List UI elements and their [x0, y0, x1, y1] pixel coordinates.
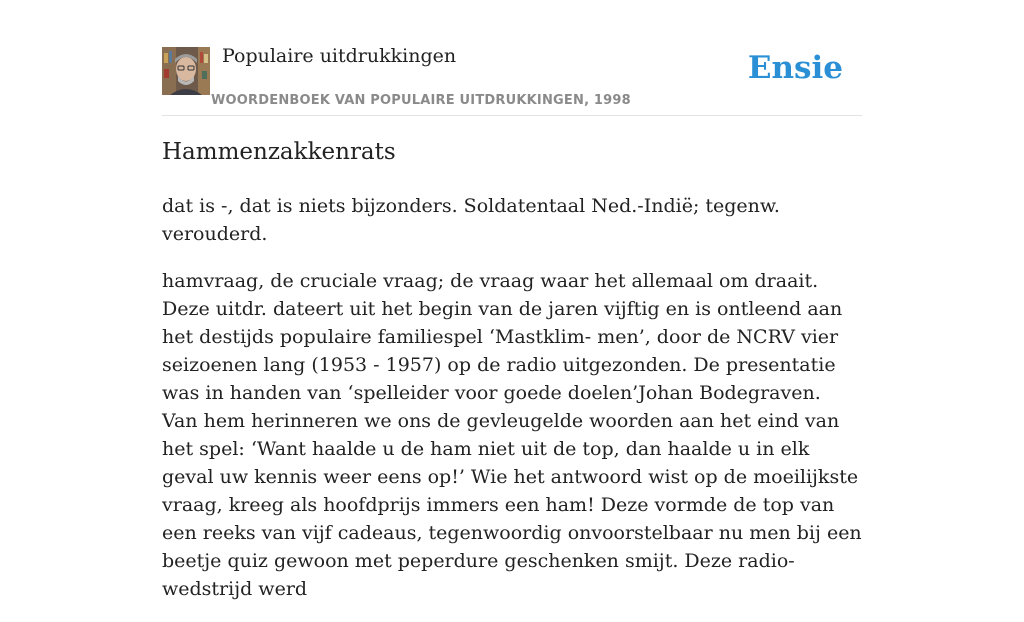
author-portrait-icon — [162, 47, 210, 95]
entry-paragraph: hamvraag, de cruciale vraag; de vraag waar het allemaal om draait. Deze uitdr. dateert uit het begin van de jaren vijftig en is ontleend aan het destijds populaire familiespel ‘Mastklim- men’, door de NCRV vier seizoenen lang (1953 - 1957) op de radio uitgezonden. De presentatie was in handen van ‘spelleider voor goede doelen’Johan Bodegraven. Van hem herinneren we ons de gevleugelde woorden aan het eind van het spel: ‘Want haalde u de ham niet uit de top, dan haalde u in elk geval uw kennis weer eens op!’ Wie het antwoord wist op de moeilijkste vraag, kreeg als hoofdprijs immers een ham! Deze vormde de top van een reeks van vijf cadeaus, tegenwoordig onvoorstelbaar nu men bij een beetje quiz gewoon met peperdure geschenken smijt. Deze radio- wedstrijd werd — [162, 270, 862, 600]
entry-title: Hammenzakkenrats — [162, 139, 396, 165]
entry-paragraph: dat is -, dat is niets bijzonders. Soldatentaal Ned.-Indië; tegenw. verouderd. — [162, 195, 780, 245]
author-name[interactable]: Populaire uitdrukkingen — [222, 45, 457, 67]
brand-logo[interactable]: Ensie — [747, 50, 843, 86]
source-label: WOORDENBOEK VAN POPULAIRE UITDRUKKINGEN, 1998 — [211, 93, 631, 108]
entry-body — [162, 192, 862, 622]
header-divider — [162, 115, 862, 116]
author-avatar[interactable] — [162, 47, 210, 95]
